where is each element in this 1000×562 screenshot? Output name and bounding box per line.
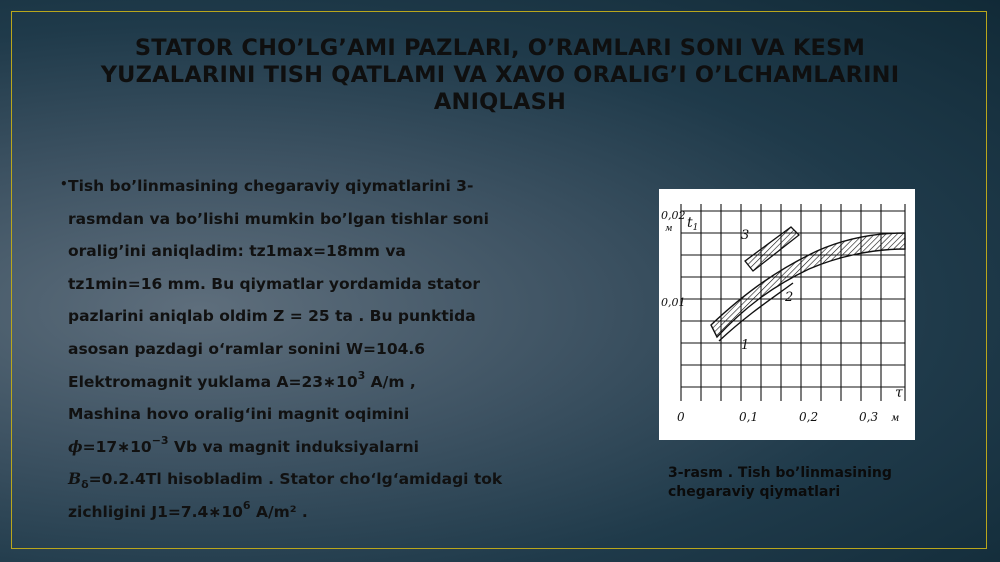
b-symbol: B [68,469,82,489]
body-line-induction [60,463,580,496]
flux-text: =17∗10 [82,437,152,456]
y-unit: м [665,224,673,234]
flux-rest: Vb va magnit induksiyalarni [168,437,419,456]
figure-caption: 3-rasm . Tish bo’linmasining chegaraviy qiymatlari [668,465,892,500]
current-exponent: 6 [242,498,251,512]
phi-symbol: ϕ [68,436,83,456]
body-paragraph [60,170,580,529]
x-tick-0-1: 0,1 [739,410,759,424]
flux-exponent: −3 [151,433,169,447]
curve-label-2: 2 [785,290,794,305]
body-line: Mashina hovo oralig‘ini magnit oqimini [68,405,410,424]
x-tick-0-2: 0,2 [799,410,819,424]
load-unit: A/m , [365,372,416,391]
x-tick-0: 0 [677,410,685,424]
body-line-current [60,496,580,529]
y-symbol: $t_1$ [687,215,699,233]
figure-image [659,189,915,440]
y-unit-value: 0,02 [661,209,686,222]
delta-subscript: δ [81,478,89,492]
bullet-marker: • [60,177,68,191]
current-text: zichligini J1=7.4∗10 [68,502,243,521]
tooth-pitch-graph [659,189,915,440]
body-line: asosan pazdagi o‘ramlar sonini W=104.6 [68,339,426,358]
load-text: Elektromagnit yuklama A=23∗10 [68,372,358,391]
x-symbol: τ [895,385,903,401]
body-line: tz1min=16 mm. Bu qiymatlar yordamida stator [68,274,481,293]
curve-label-3: 3 [741,228,750,243]
x-tick-0-3: 0,3 [859,410,879,424]
load-exponent: 3 [357,368,366,382]
induction-text: =0.2.4Tl hisobladim . Stator cho‘lg‘amidagi tok [88,470,503,489]
body-line-flux [60,431,580,464]
x-unit: м [891,413,900,424]
curve-label-1: 1 [741,338,750,353]
slide-title: STATOR CHO’LG’AMI PAZLARI, O’RAMLARI SONI VA KESM YUZALARINI TISH QATLAMI VA XAVO ORALIG’I O’LCHAMLARINI ANIQLASH [100,35,900,115]
body-line: pazlarini aniqlab oldim Z = 25 ta . Bu punktida [68,307,476,326]
body-line-load [60,366,580,399]
body-line: rasmdan va bo’lishi mumkin bo’lgan tishlar soni [68,209,489,228]
y-mid-label: 0,01 [661,296,686,309]
current-unit: A/m² . [250,502,308,521]
body-line: Tish bo’linmasining chegaraviy qiymatlarini 3- [68,177,474,195]
body-line: oralig’ini aniqladim: tz1max=18mm va [68,242,406,261]
